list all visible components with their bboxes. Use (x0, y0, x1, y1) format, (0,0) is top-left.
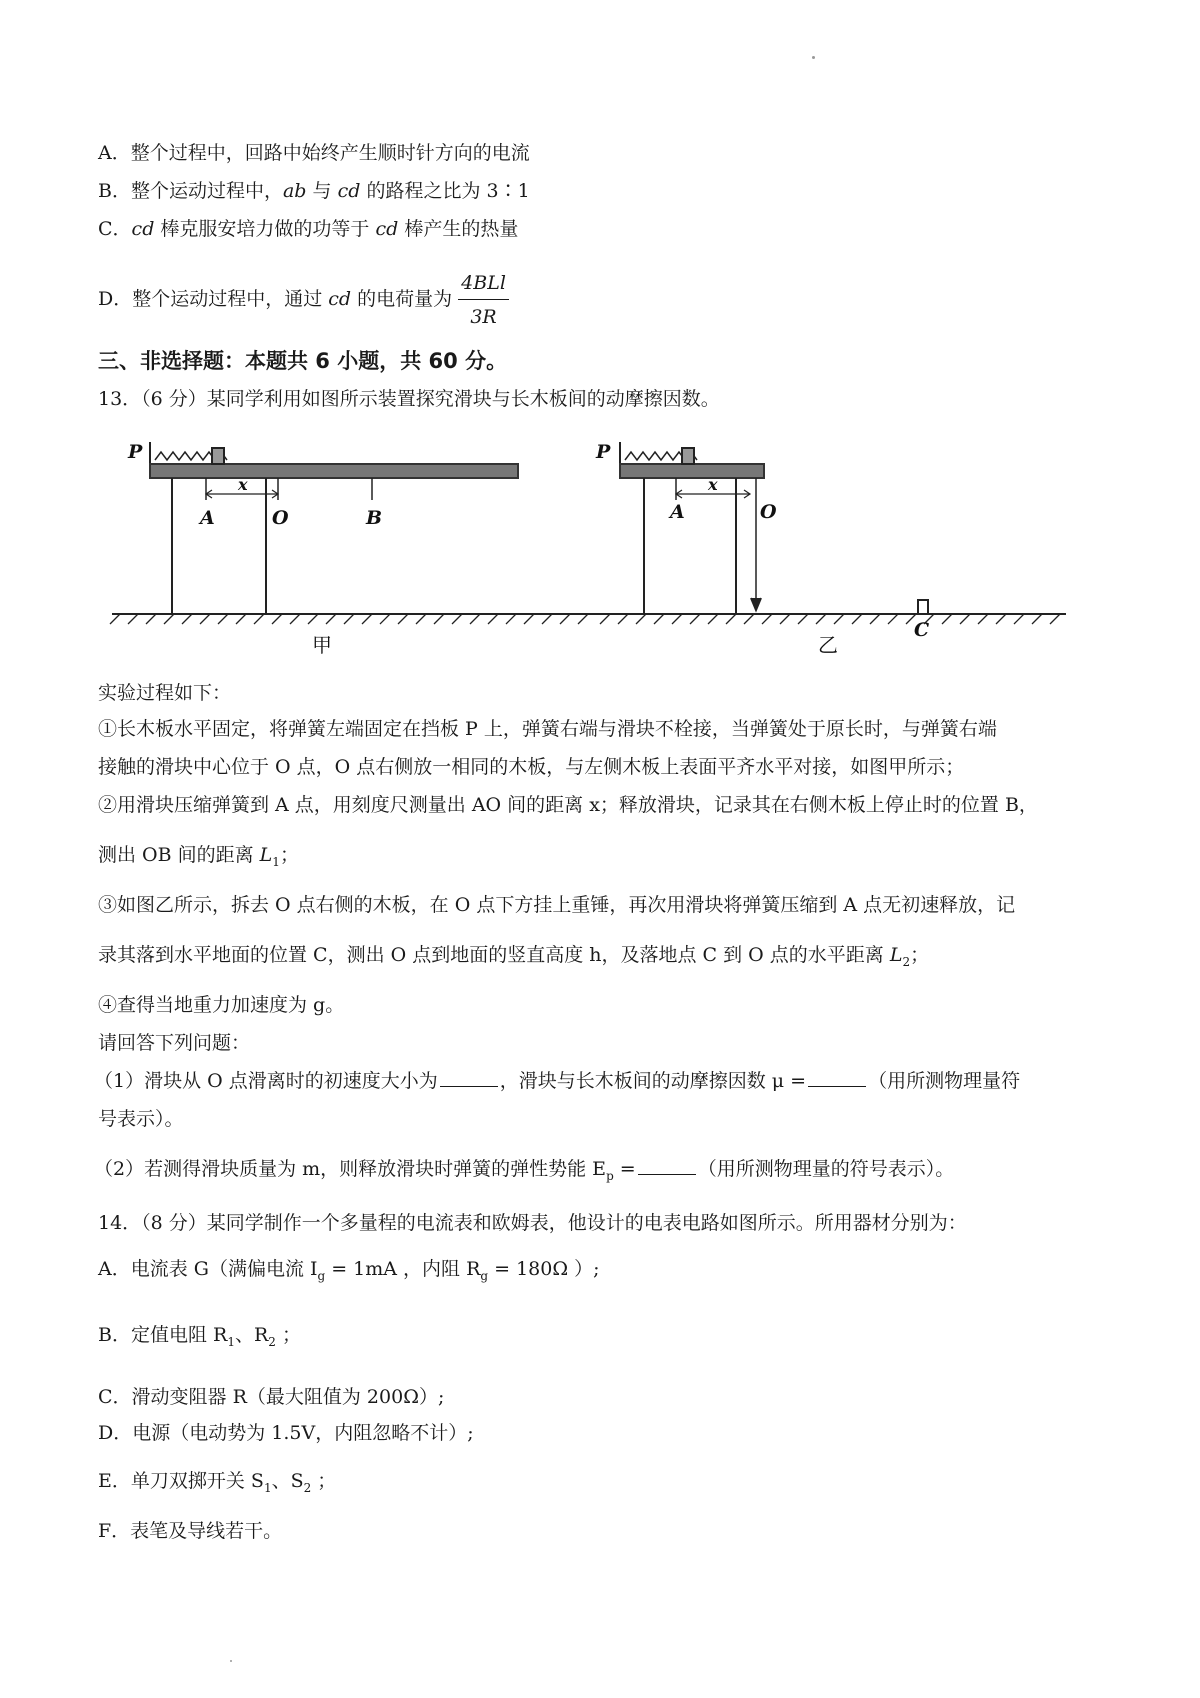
process-title: 实验过程如下： (98, 682, 232, 704)
q14-item-d: D．电源（电动势为 1.5V，内阻忽略不计）; (98, 1422, 474, 1444)
q13-figures (100, 430, 1080, 662)
scan-dot (812, 56, 815, 59)
answer-blank-mu[interactable] (808, 1068, 866, 1087)
scan-dot (230, 1660, 232, 1662)
sub-question-1-line2: 号表示）。 (98, 1108, 184, 1130)
option-b: B．整个运动过程中，ab 与 cd 的路程之比为 3∶1 (98, 180, 530, 202)
fig1-board (150, 464, 518, 478)
fig2-label-a: A (670, 501, 685, 523)
fig2-label-c: C (914, 619, 930, 641)
fig2-board (620, 464, 764, 478)
fig1-label-x: x (238, 475, 248, 494)
fig1-label-b: B (366, 507, 383, 529)
step1-line2: 接触的滑块中心位于 O 点，O 点右侧放一相同的木板，与左侧木板上表面平齐水平对接，如图甲所示； (98, 756, 965, 778)
fig2-caption: 乙 (818, 633, 838, 657)
fig2-label-p: P (596, 441, 611, 463)
q14-item-e: E．单刀双掷开关 $S_1$、$S_2$ ； (98, 1470, 337, 1495)
fig2-slider (682, 448, 694, 464)
fig1-label-o: O (272, 507, 289, 529)
fig1-caption: 甲 (312, 633, 332, 657)
sub-question-1: （1）滑块从 O 点滑离时的初速度大小为 ，滑块与长木板间的动摩擦因数 μ = （用所测物理量符 (94, 1070, 1021, 1092)
q14-stem: 14．（8 分）某同学制作一个多量程的电流表和欧姆表，他设计的电表电路如图所示。所用器材分别为： (98, 1212, 967, 1234)
fig2-label-o: O (760, 501, 777, 523)
fig1-label-p: P (128, 441, 143, 463)
step1-line1: ①长木板水平固定，将弹簧左端固定在挡板 P 上，弹簧右端与滑块不栓接，当弹簧处于原长时，与弹簧右端 (98, 718, 997, 740)
option-c: C．cd 棒克服安培力做的功等于 cd 棒产生的热量 (98, 218, 519, 240)
step2-line2: 测出 OB 间的距离 $L_1$； (98, 844, 299, 869)
q14-item-f: F．表笔及导线若干。 (98, 1520, 283, 1542)
option-a: A．整个过程中，回路中始终产生顺时针方向的电流 (98, 142, 530, 164)
sub-question-2: （2）若测得滑块质量为 m，则释放滑块时弹簧的弹性势能 $E_p$ = （用所测物理量的符号表示）。 (94, 1158, 955, 1183)
fig2-landing-mark (918, 600, 928, 614)
section-title: 三、非选择题：本题共 6 小题，共 60 分。 (98, 349, 508, 373)
fig2-label-x: x (708, 475, 718, 494)
step4: ④查得当地重力加速度为 g。 (98, 994, 345, 1016)
fig1-slider (212, 448, 224, 464)
option-d: D．整个运动过程中，通过 cd 的电荷量为 $\frac{\text{4BLl}}{3R}$ (98, 270, 509, 330)
answer-blank-velocity[interactable] (440, 1068, 498, 1087)
step3-line1: ③如图乙所示，拆去 O 点右侧的木板，在 O 点下方挂上重锤，再次用滑块将弹簧压缩到 A 点无初速释放，记 (98, 894, 1016, 916)
q13-stem: 13．（6 分）某同学利用如图所示装置探究滑块与长木板间的动摩擦因数。 (98, 388, 720, 410)
q14-item-c: C．滑动变阻器 R（最大阻值为 200Ω）; (98, 1386, 445, 1408)
fig2-plumb-arrow (751, 598, 761, 610)
question-prompt: 请回答下列问题： (98, 1032, 251, 1054)
step2-line1: ②用滑块压缩弹簧到 A 点，用刻度尺测量出 AO 间的距离 x；释放滑块，记录其在右侧木板上停止时的位置 B， (98, 794, 1038, 816)
q14-item-b: B．定值电阻 $R_1$、$R_2$ ； (98, 1324, 301, 1349)
q14-item-a: A．电流表 G（满偏电流 $I_g = 1mA$ ，内阻 $R_g = 180\Omega$ ）; (98, 1258, 600, 1283)
fig1-label-a: A (200, 507, 215, 529)
step3-line2: 录其落到水平地面的位置 C，测出 O 点到地面的竖直高度 h，及落地点 C 到 O 点的水平距离 $L_2$； (98, 944, 930, 969)
answer-blank-energy[interactable] (638, 1156, 696, 1175)
charge-fraction: $\frac{\text{4BLl}}{3R}$ (458, 270, 509, 330)
